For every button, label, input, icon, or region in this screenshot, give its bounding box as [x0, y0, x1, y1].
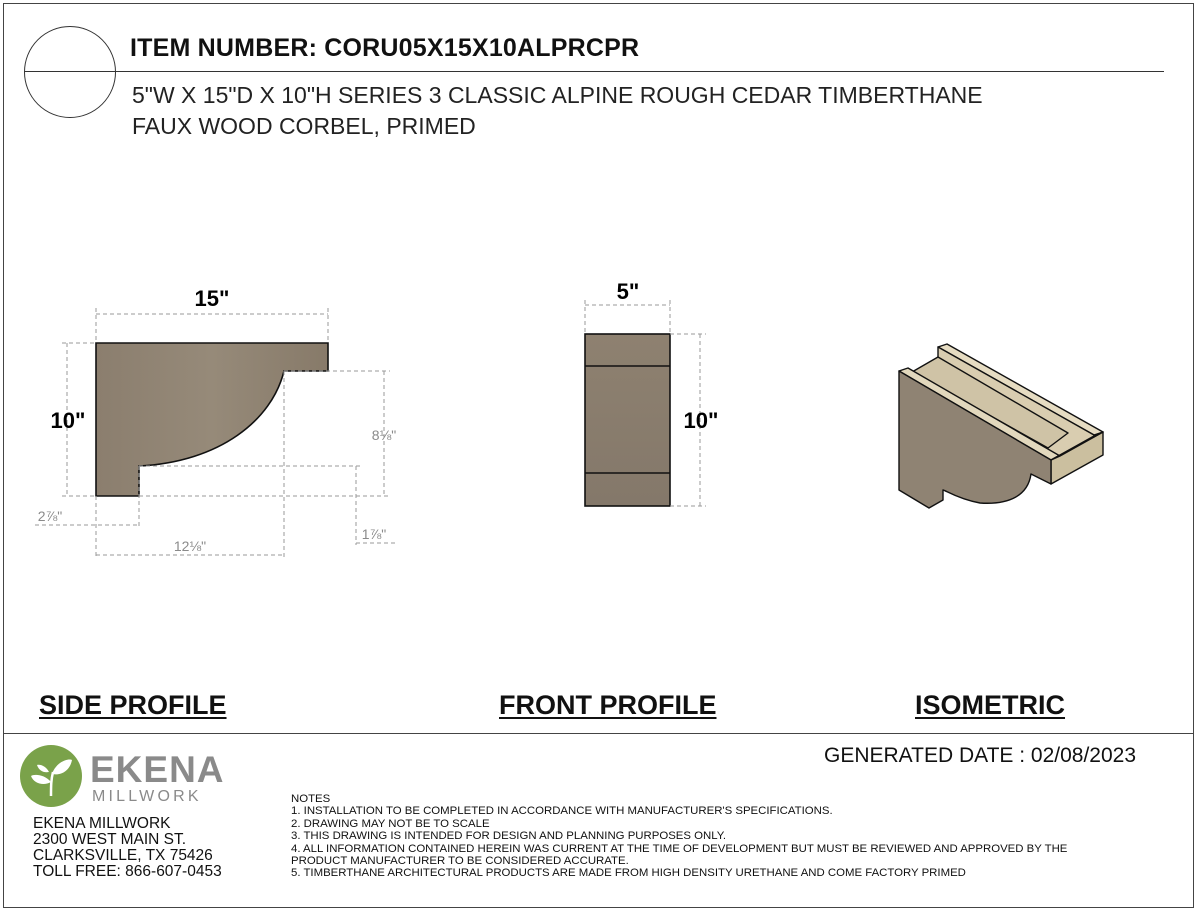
- address-line-2: CLARKSVILLE, TX 75426: [33, 847, 213, 864]
- ekena-logo: [20, 744, 225, 817]
- note-line: 4. ALL INFORMATION CONTAINED HEREIN WAS CURRENT AT THE TIME OF DEVELOPMENT BUT MUST BE REVIEWED AND APPROVED BY THE: [291, 842, 1068, 855]
- front-profile-shape: [585, 334, 670, 506]
- side-profile-title: SIDE PROFILE: [39, 690, 227, 720]
- company-address: [33, 816, 222, 880]
- notes-title: NOTES: [291, 793, 331, 805]
- front-dim-width: 5": [616, 279, 640, 304]
- side-dim-toe: 2⅞": [37, 508, 63, 524]
- side-profile-shape: [96, 343, 328, 496]
- note-line: 3. THIS DRAWING IS INTENDED FOR DESIGN AND PLANNING PURPOSES ONLY.: [291, 830, 727, 843]
- front-dim-height: 10": [683, 408, 719, 433]
- isometric-drawing: [899, 344, 1103, 508]
- notes-block: [291, 793, 1067, 880]
- logo-sub-text: MILLWORK: [92, 788, 202, 805]
- description-line-2: FAUX WOOD CORBEL, PRIMED: [132, 113, 476, 139]
- note-line: PRODUCT MANUFACTURER TO BE CONSIDERED ACCURATE.: [291, 855, 629, 868]
- front-profile-drawing: [585, 279, 718, 506]
- side-dim-step: 1⅞": [361, 526, 387, 542]
- note-line: 2. DRAWING MAY NOT BE TO SCALE: [291, 817, 490, 830]
- note-line: 1. INSTALLATION TO BE COMPLETED IN ACCORDANCE WITH MANUFACTURER'S SPECIFICATIONS.: [291, 805, 833, 818]
- side-dim-width: 15": [194, 286, 230, 311]
- side-dim-height: 10": [50, 408, 86, 433]
- address-line-1: 2300 WEST MAIN ST.: [33, 831, 187, 848]
- item-number: ITEM NUMBER: CORU05X15X10ALPRCPR: [130, 34, 640, 62]
- generated-date: GENERATED DATE : 02/08/2023: [824, 744, 1137, 767]
- logo-main-text: EKENA: [90, 749, 225, 790]
- side-profile-drawing: [35, 286, 396, 558]
- side-dim-curve-height: 8⅛": [371, 427, 397, 443]
- description-line-1: 5"W X 15"D X 10"H SERIES 3 CLASSIC ALPINE ROUGH CEDAR TIMBERTHANE: [132, 82, 983, 108]
- note-line: 5. TIMBERTHANE ARCHITECTURAL PRODUCTS ARE MADE FROM HIGH DENSITY URETHANE AND COME FACTORY PRIMED: [291, 867, 966, 880]
- toll-free-phone: TOLL FREE: 866-607-0453: [33, 863, 222, 880]
- isometric-title: ISOMETRIC: [915, 690, 1066, 720]
- side-dim-curve-length: 12⅛": [173, 538, 207, 554]
- footer-divider: [3, 733, 1194, 734]
- front-profile-title: FRONT PROFILE: [499, 690, 717, 720]
- company-name: EKENA MILLWORK: [33, 815, 171, 832]
- ekena-logo-icon: [20, 744, 225, 812]
